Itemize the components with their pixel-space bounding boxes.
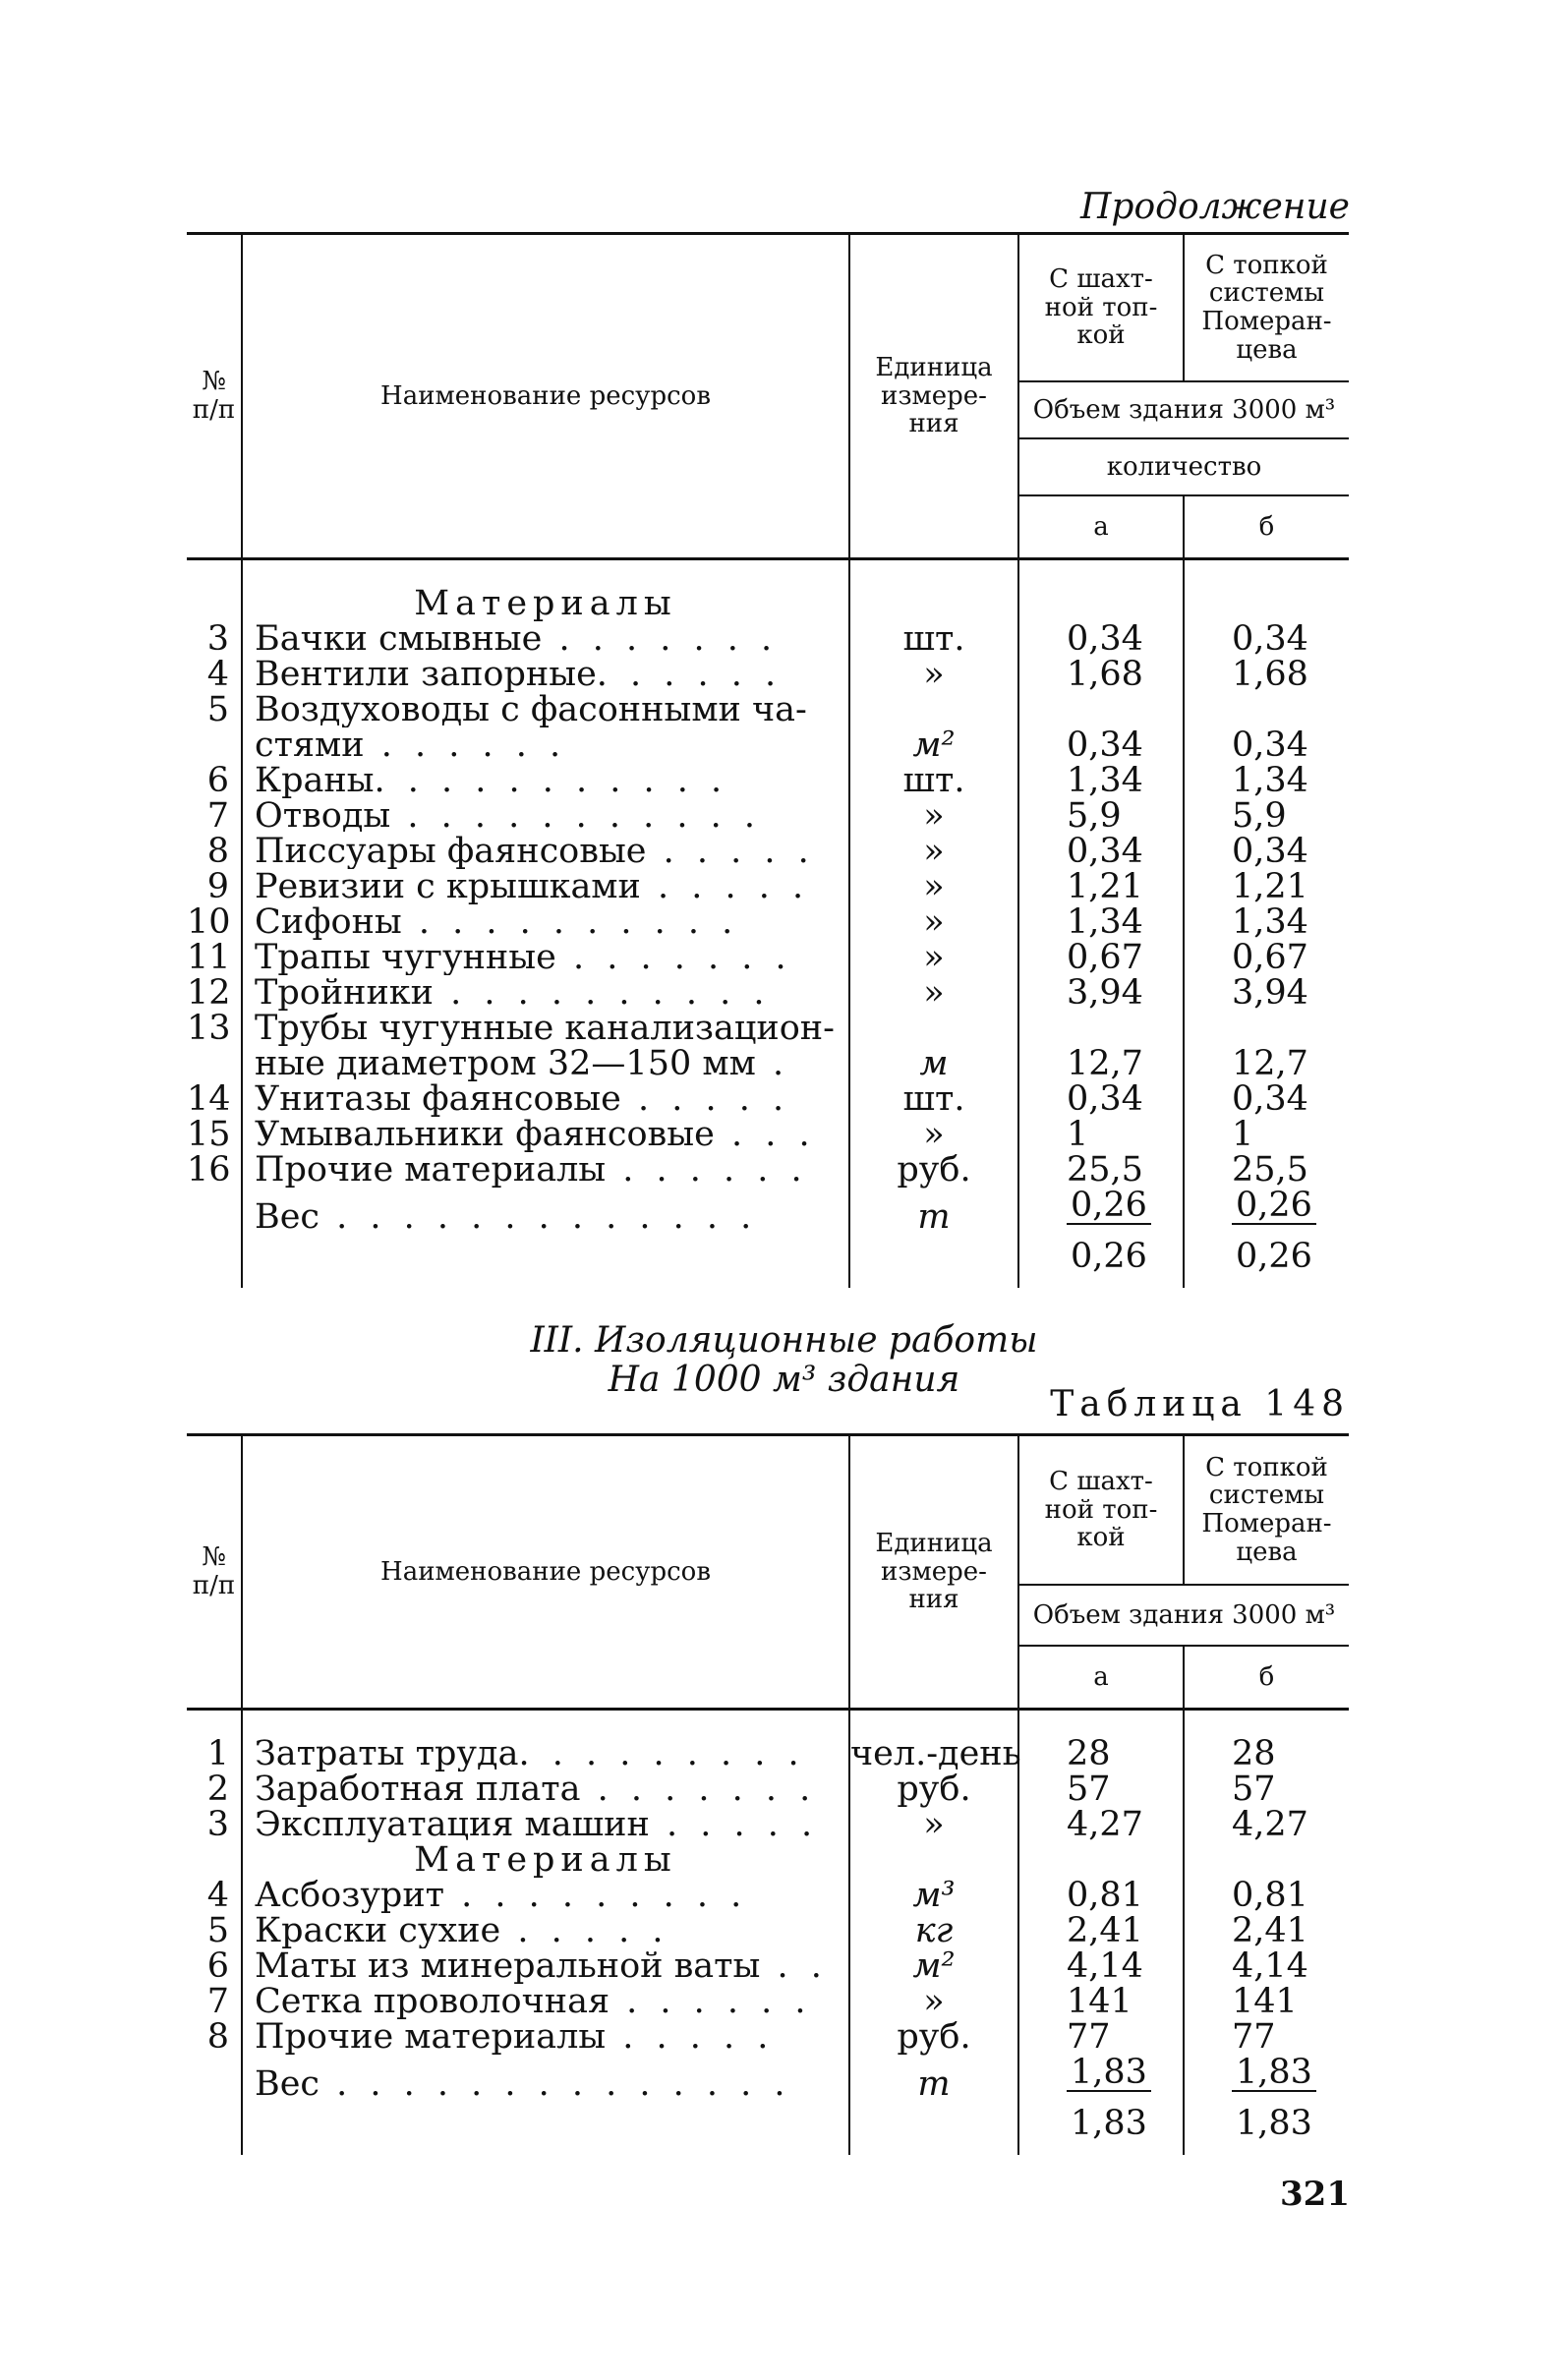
value-a: 0,67 [1018, 940, 1184, 975]
resource-name [242, 1913, 849, 1948]
unit-of-measure: » [849, 975, 1018, 1011]
header-col-a: С шахт-ной топ-кой [1018, 234, 1184, 382]
table-row [187, 727, 1349, 763]
header-volume: Объем здания 3000 м³ [1018, 381, 1349, 438]
resource-name [242, 1117, 849, 1152]
leader-dots: . . . . . . . . . . . [390, 798, 762, 834]
resource-name-text: Асбозурит [255, 1878, 445, 1913]
resource-name [242, 975, 849, 1011]
value-a: 1,68 [1018, 657, 1184, 692]
fraction-numerator: 1,83 [1067, 2055, 1151, 2092]
table-row [187, 763, 1349, 798]
row-number: 4 [206, 1876, 229, 1915]
value-a: 4,14 [1018, 1948, 1184, 1984]
value-b: 25,5 [1184, 1152, 1349, 1188]
leader-dots: . [755, 1046, 790, 1081]
leader-dots: . . . . . . . [542, 621, 779, 657]
unit-of-measure: » [849, 657, 1018, 692]
resource-name [242, 657, 849, 692]
value-b: 0,81 [1184, 1878, 1349, 1913]
row-number: 2 [206, 1770, 229, 1809]
row-number: 12 [187, 973, 231, 1013]
resource-name-text: Затраты труда [255, 1734, 519, 1771]
value-a: 1,34 [1018, 904, 1184, 940]
unit-of-measure: » [849, 1984, 1018, 2019]
value-a: 4,27 [1018, 1807, 1184, 1842]
header-b: б [1184, 495, 1349, 559]
fraction-numerator: 0,26 [1232, 1188, 1316, 1225]
value-b: 4,27 [1184, 1807, 1349, 1842]
unit-of-measure: » [849, 1807, 1018, 1842]
leader-dots: . . . [714, 1117, 816, 1152]
unit-of-measure: шт. [849, 621, 1018, 657]
header-num: № п/п [187, 234, 242, 559]
table-row [187, 940, 1349, 975]
weight-fraction-a [1018, 1188, 1184, 1274]
weight-fraction-a [1018, 2055, 1184, 2141]
section-title: Материалы [242, 1842, 849, 1878]
value-b: 0,34 [1184, 727, 1349, 763]
row-number: 3 [206, 1805, 229, 1844]
resource-name [242, 727, 849, 763]
table-row [187, 1152, 1349, 1188]
resource-name-text: Вентили запорные [255, 657, 597, 692]
resource-name [242, 621, 849, 657]
value-b: 141 [1184, 1984, 1349, 2019]
row-number: 13 [187, 1009, 231, 1048]
table-row [187, 975, 1349, 1011]
row-number: 6 [206, 1946, 229, 1986]
table-row [187, 1117, 1349, 1152]
resource-name-text: Бачки смывные [255, 621, 543, 657]
resource-name-text: Писсуары фаянсовые [255, 834, 647, 869]
value-a: 2,41 [1018, 1913, 1184, 1948]
header-col-b: С топкой системы Померан-цева [1184, 1435, 1349, 1586]
table-row [187, 1710, 1349, 1772]
leader-dots: . . . . . [620, 1081, 790, 1117]
resource-name [242, 1011, 849, 1046]
unit-of-measure: руб. [849, 1771, 1018, 1807]
value-b: 1 [1184, 1117, 1349, 1152]
unit-of-measure: кг [849, 1913, 1018, 1948]
row-number [187, 1046, 242, 1081]
resource-name-text: Унитазы фаянсовые [255, 1081, 621, 1117]
table-row [187, 1948, 1349, 1984]
resource-name [242, 1081, 849, 1117]
row-number: 1 [206, 1734, 229, 1773]
resource-name [242, 2055, 849, 2141]
table-row [187, 1011, 1349, 1046]
value-a: 57 [1018, 1771, 1184, 1807]
table-row [187, 1081, 1349, 1117]
fraction-numerator: 1,83 [1232, 2055, 1316, 2092]
resource-name [242, 1046, 849, 1081]
resource-name [242, 834, 849, 869]
value-b [1184, 692, 1349, 727]
value-a: 0,34 [1018, 1081, 1184, 1117]
unit-of-measure: чел.-день [849, 1710, 1018, 1772]
resources-table-continued [187, 232, 1349, 1288]
unit-of-measure: т [849, 1188, 1018, 1274]
resource-name-text: Сифоны [255, 904, 402, 940]
table-row [187, 834, 1349, 869]
header-unit: Единица измере-ния [849, 234, 1018, 559]
resource-name [242, 1948, 849, 1984]
table-body [187, 1710, 1349, 2156]
fraction-denominator: 1,83 [1236, 2104, 1312, 2143]
table-row [187, 1046, 1349, 1081]
continuation-label: Продолжение [1080, 187, 1350, 227]
row-number: 7 [206, 1982, 229, 2021]
value-b: 3,94 [1184, 975, 1349, 1011]
value-b: 5,9 [1184, 798, 1349, 834]
fraction-denominator: 0,26 [1236, 1237, 1312, 1276]
leader-dots: . . [760, 1948, 828, 1984]
unit-of-measure: » [849, 798, 1018, 834]
resource-name [242, 1188, 849, 1274]
leader-dots: . . . . . . [596, 657, 783, 692]
row-number: 9 [206, 867, 229, 906]
unit-of-measure: » [849, 940, 1018, 975]
table-row [187, 657, 1349, 692]
table-header [187, 234, 1349, 559]
leader-dots: . . . . . . . . . . [401, 904, 739, 940]
row-number: 6 [206, 761, 229, 800]
unit-of-measure [849, 1011, 1018, 1046]
resource-name [242, 1152, 849, 1188]
leader-dots: . . . . . . [606, 1152, 808, 1188]
unit-of-measure: » [849, 1117, 1018, 1152]
resource-name-text: Маты из минеральной ваты [255, 1948, 761, 1984]
unit-of-measure: » [849, 834, 1018, 869]
value-b: 57 [1184, 1771, 1349, 1807]
unit-of-measure [849, 692, 1018, 727]
header-col-a: С шахт-ной топ-кой [1018, 1435, 1184, 1586]
resource-name-text: Сетка проволочная [255, 1984, 610, 2019]
resource-name-text: Трапы чугунные [255, 940, 556, 975]
value-b: 0,34 [1184, 1081, 1349, 1117]
value-a: 141 [1018, 1984, 1184, 2019]
value-a: 0,34 [1018, 834, 1184, 869]
value-a: 0,81 [1018, 1878, 1184, 1913]
resource-name [242, 1771, 849, 1807]
table-row [187, 621, 1349, 657]
fraction-denominator: 1,83 [1071, 2104, 1147, 2143]
resource-name-text: Краны [255, 763, 375, 798]
value-b: 12,7 [1184, 1046, 1349, 1081]
value-b: 0,34 [1184, 834, 1349, 869]
leader-dots: . . . . . [649, 1807, 819, 1842]
unit-of-measure: руб. [849, 2019, 1018, 2055]
leader-dots: . . . . . . . [555, 940, 792, 975]
row-number: 4 [206, 655, 229, 694]
value-a: 1,21 [1018, 869, 1184, 904]
resource-name [242, 1878, 849, 1913]
table-row [187, 1878, 1349, 1913]
unit-of-measure: » [849, 904, 1018, 940]
resource-name [242, 763, 849, 798]
resource-name [242, 869, 849, 904]
value-a: 5,9 [1018, 798, 1184, 834]
page-number: 321 [1280, 2175, 1350, 2214]
section-subtitle: На 1000 м³ здания [608, 1360, 960, 1400]
leader-dots: . . . . . . . . . . . [374, 763, 728, 798]
row-number: 5 [206, 1911, 229, 1950]
value-a: 0,34 [1018, 727, 1184, 763]
leader-dots: . . . . . . . . . [444, 1878, 748, 1913]
row-number: 3 [206, 619, 229, 659]
fraction-numerator: 0,26 [1067, 1188, 1151, 1225]
resource-name-text: Заработная плата [255, 1771, 581, 1807]
unit-of-measure: руб. [849, 1152, 1018, 1188]
fraction [1232, 1188, 1316, 1274]
resource-name-text: Прочие материалы [255, 2019, 607, 2055]
value-a [1018, 1011, 1184, 1046]
table-body [187, 559, 1349, 1289]
leader-dots: . . . . . . . . . . [434, 975, 771, 1011]
weight-row [187, 1188, 1349, 1274]
section-title-insulation: III. Изоляционные работы [530, 1320, 1038, 1361]
value-b [1184, 1011, 1349, 1046]
resource-name [242, 1984, 849, 2019]
unit-of-measure: шт. [849, 763, 1018, 798]
value-b: 4,14 [1184, 1948, 1349, 1984]
row-number: 5 [206, 690, 229, 729]
section-row [187, 1842, 1349, 1878]
value-b: 1,34 [1184, 763, 1349, 798]
leader-dots: . . . . . . . [580, 1771, 817, 1807]
weight-fraction-b [1184, 1188, 1349, 1274]
row-number: 14 [187, 1079, 231, 1119]
table-row [187, 904, 1349, 940]
value-a [1018, 692, 1184, 727]
resource-name-text: Прочие материалы [255, 1152, 607, 1188]
resource-name-text: Краски сухие [255, 1913, 501, 1948]
table-number: Таблица 148 [1050, 1384, 1350, 1424]
resource-name-text: стями [255, 727, 365, 763]
resource-name [242, 2019, 849, 2055]
row-number: 8 [206, 2017, 229, 2057]
resource-name-text: Воздуховоды с фасонными ча- [255, 692, 807, 727]
leader-dots: . . . . . . [610, 1984, 812, 2019]
value-b: 77 [1184, 2019, 1349, 2055]
value-b: 1,34 [1184, 904, 1349, 940]
fraction [1067, 2055, 1151, 2141]
value-a: 28 [1018, 1710, 1184, 1772]
row-number [187, 727, 242, 763]
value-b: 1,68 [1184, 657, 1349, 692]
header-name: Наименование ресурсов [242, 1435, 849, 1710]
row-number: 7 [206, 796, 229, 836]
resource-name-text: Тройники [255, 975, 435, 1011]
unit-of-measure: м² [849, 727, 1018, 763]
resource-name [242, 940, 849, 975]
unit-of-measure: м³ [849, 1878, 1018, 1913]
resource-name-text: Отводы [255, 798, 391, 834]
resource-name [242, 692, 849, 727]
section-row [187, 559, 1349, 622]
leader-dots: . . . . . . . . . [518, 1734, 805, 1771]
unit-of-measure: шт. [849, 1081, 1018, 1117]
value-b: 1,21 [1184, 869, 1349, 904]
resource-name [242, 1710, 849, 1772]
table-row [187, 1913, 1349, 1948]
header-a: а [1018, 1646, 1184, 1710]
header-name: Наименование ресурсов [242, 234, 849, 559]
unit-of-measure: т [849, 2055, 1018, 2141]
value-a: 77 [1018, 2019, 1184, 2055]
header-b: б [1184, 1646, 1349, 1710]
table-row [187, 1807, 1349, 1842]
row-number: 10 [187, 902, 231, 942]
table-row [187, 2019, 1349, 2055]
header-a: а [1018, 495, 1184, 559]
unit-of-measure: » [849, 869, 1018, 904]
table-row [187, 1771, 1349, 1807]
resource-name [242, 1807, 849, 1842]
table-row [187, 798, 1349, 834]
table-row [187, 1984, 1349, 2019]
value-a: 1,34 [1018, 763, 1184, 798]
value-a: 3,94 [1018, 975, 1184, 1011]
row-number: 16 [187, 1150, 231, 1190]
weight-row [187, 2055, 1349, 2141]
value-a: 12,7 [1018, 1046, 1184, 1081]
leader-dots: . . . . . [640, 869, 810, 904]
resource-name-text: ные диаметром 32—150 мм [255, 1046, 756, 1081]
leader-dots: . . . . . . [364, 727, 567, 763]
resources-table-148 [187, 1433, 1349, 2155]
fraction [1232, 2055, 1316, 2141]
header-unit: Единица измере-ния [849, 1435, 1018, 1710]
resource-name-text: Эксплуатация машин [255, 1807, 650, 1842]
value-a: 1 [1018, 1117, 1184, 1152]
resource-name-text: Ревизии с крышками [255, 869, 641, 904]
leader-dots: . . . . . [646, 834, 815, 869]
resource-name [242, 798, 849, 834]
value-b: 28 [1184, 1710, 1349, 1772]
weight-fraction-b [1184, 2055, 1349, 2141]
header-quantity: количество [1018, 438, 1349, 495]
unit-of-measure: м² [849, 1948, 1018, 1984]
row-number: 8 [206, 832, 229, 871]
header-col-b: С топкой системы Померан-цева [1184, 234, 1349, 382]
value-b: 0,34 [1184, 621, 1349, 657]
header-volume: Объем здания 3000 м³ [1018, 1585, 1349, 1646]
leader-dots: . . . . . [500, 1913, 669, 1948]
unit-of-measure: м [849, 1046, 1018, 1081]
leader-dots: . . . . . . . . . . . . . [319, 1197, 758, 1237]
header-num: № п/п [187, 1435, 242, 1710]
value-a: 0,34 [1018, 621, 1184, 657]
fraction [1067, 1188, 1151, 1274]
value-b: 0,67 [1184, 940, 1349, 975]
resource-name-text: Вес [255, 2064, 320, 2104]
row-number: 11 [187, 938, 231, 977]
value-a: 25,5 [1018, 1152, 1184, 1188]
resource-name-text: Умывальники фаянсовые [255, 1117, 715, 1152]
resource-name-text: Трубы чугунные канализацион- [255, 1011, 835, 1046]
fraction-denominator: 0,26 [1071, 1237, 1147, 1276]
leader-dots: . . . . . . . . . . . . . . [319, 2064, 791, 2104]
table-row [187, 692, 1349, 727]
row-number: 15 [187, 1115, 231, 1154]
table-row [187, 869, 1349, 904]
resource-name [242, 904, 849, 940]
value-b: 2,41 [1184, 1913, 1349, 1948]
section-title: Материалы [242, 559, 849, 622]
leader-dots: . . . . . [606, 2019, 775, 2055]
table-header [187, 1435, 1349, 1710]
resource-name-text: Вес [255, 1197, 320, 1237]
